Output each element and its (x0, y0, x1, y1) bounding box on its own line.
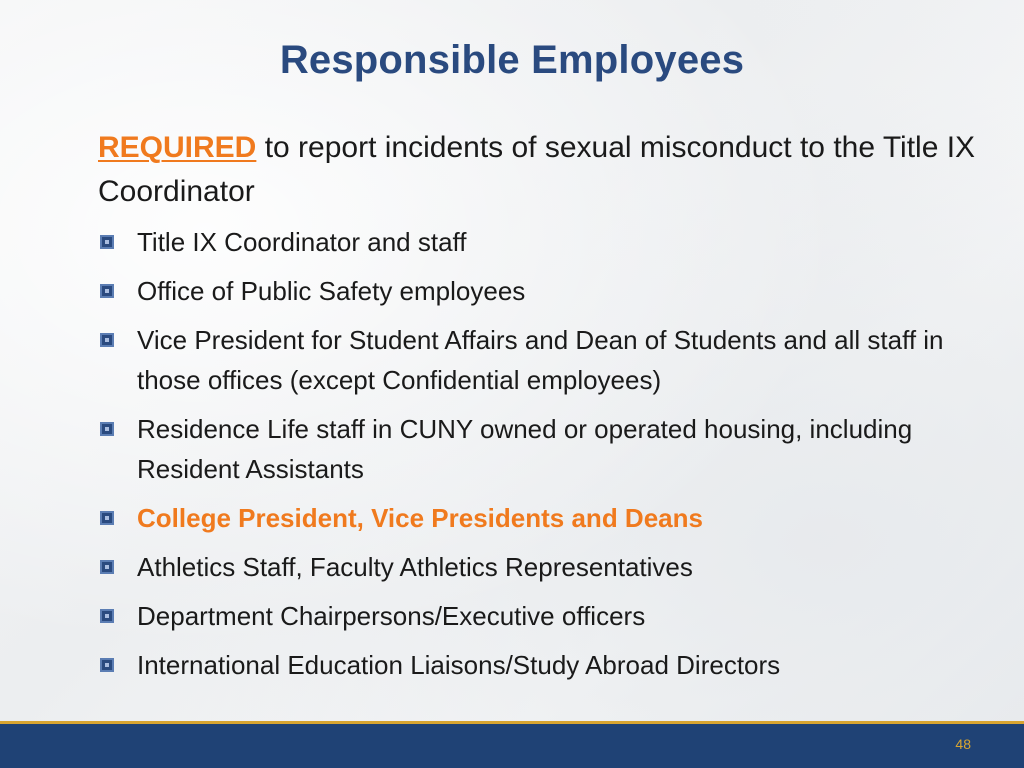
list-item-text: Title IX Coordinator and staff (137, 227, 467, 257)
intro-text (98, 126, 978, 214)
square-bullet-icon (100, 658, 114, 672)
list-item (100, 320, 980, 400)
list-item-text: Office of Public Safety employees (137, 276, 526, 306)
list-item-text: Athletics Staff, Faculty Athletics Representatives (137, 552, 693, 582)
square-bullet-icon (100, 609, 114, 623)
square-bullet-icon (100, 284, 114, 298)
list-item-text: Department Chairpersons/Executive officers (137, 601, 646, 631)
list-item (100, 222, 980, 262)
intro-sentence: to report incidents of sexual misconduct to the Title IX Coordinator (98, 131, 976, 208)
list-item (100, 271, 980, 311)
list-item-text: Residence Life staff in CUNY owned or operated housing, including Resident Assistants (137, 414, 913, 484)
square-bullet-icon (100, 333, 114, 347)
list-item-text: Vice President for Student Affairs and Dean of Students and all staff in those offices (except Confidential employees) (137, 325, 944, 395)
list-item-highlighted (100, 498, 980, 538)
list-item (100, 409, 980, 489)
square-bullet-icon (100, 422, 114, 436)
list-item-text: International Education Liaisons/Study Abroad Directors (137, 650, 781, 680)
footer-bar (0, 721, 1024, 768)
list-item (100, 645, 980, 685)
square-bullet-icon (100, 235, 114, 249)
list-item (100, 596, 980, 636)
list-item (100, 547, 980, 587)
slide-title: Responsible Employees (279, 38, 745, 82)
square-bullet-icon (100, 511, 114, 525)
page-number: 48 (955, 736, 971, 752)
required-emphasis: REQUIRED (98, 131, 257, 164)
bullet-list (100, 222, 980, 694)
square-bullet-icon (100, 560, 114, 574)
list-item-text: College President, Vice Presidents and Deans (137, 503, 703, 533)
